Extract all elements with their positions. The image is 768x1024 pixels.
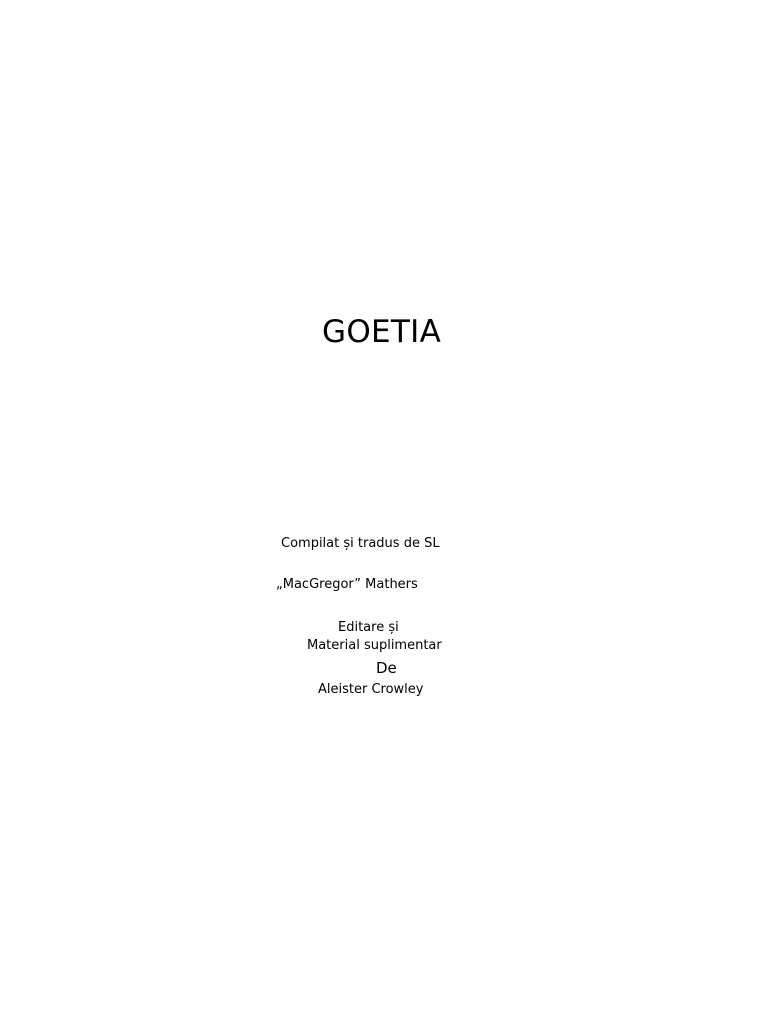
by-line: De [376,659,397,677]
translator-name: „MacGregor” Mathers [276,577,418,592]
editing-line: Editare și [338,620,399,635]
document-title: GOETIA [322,314,442,350]
author-name: Aleister Crowley [318,682,424,697]
supplementary-material-line: Material suplimentar [307,638,442,653]
compiled-translated-line: Compilat și tradus de SL [281,536,440,551]
